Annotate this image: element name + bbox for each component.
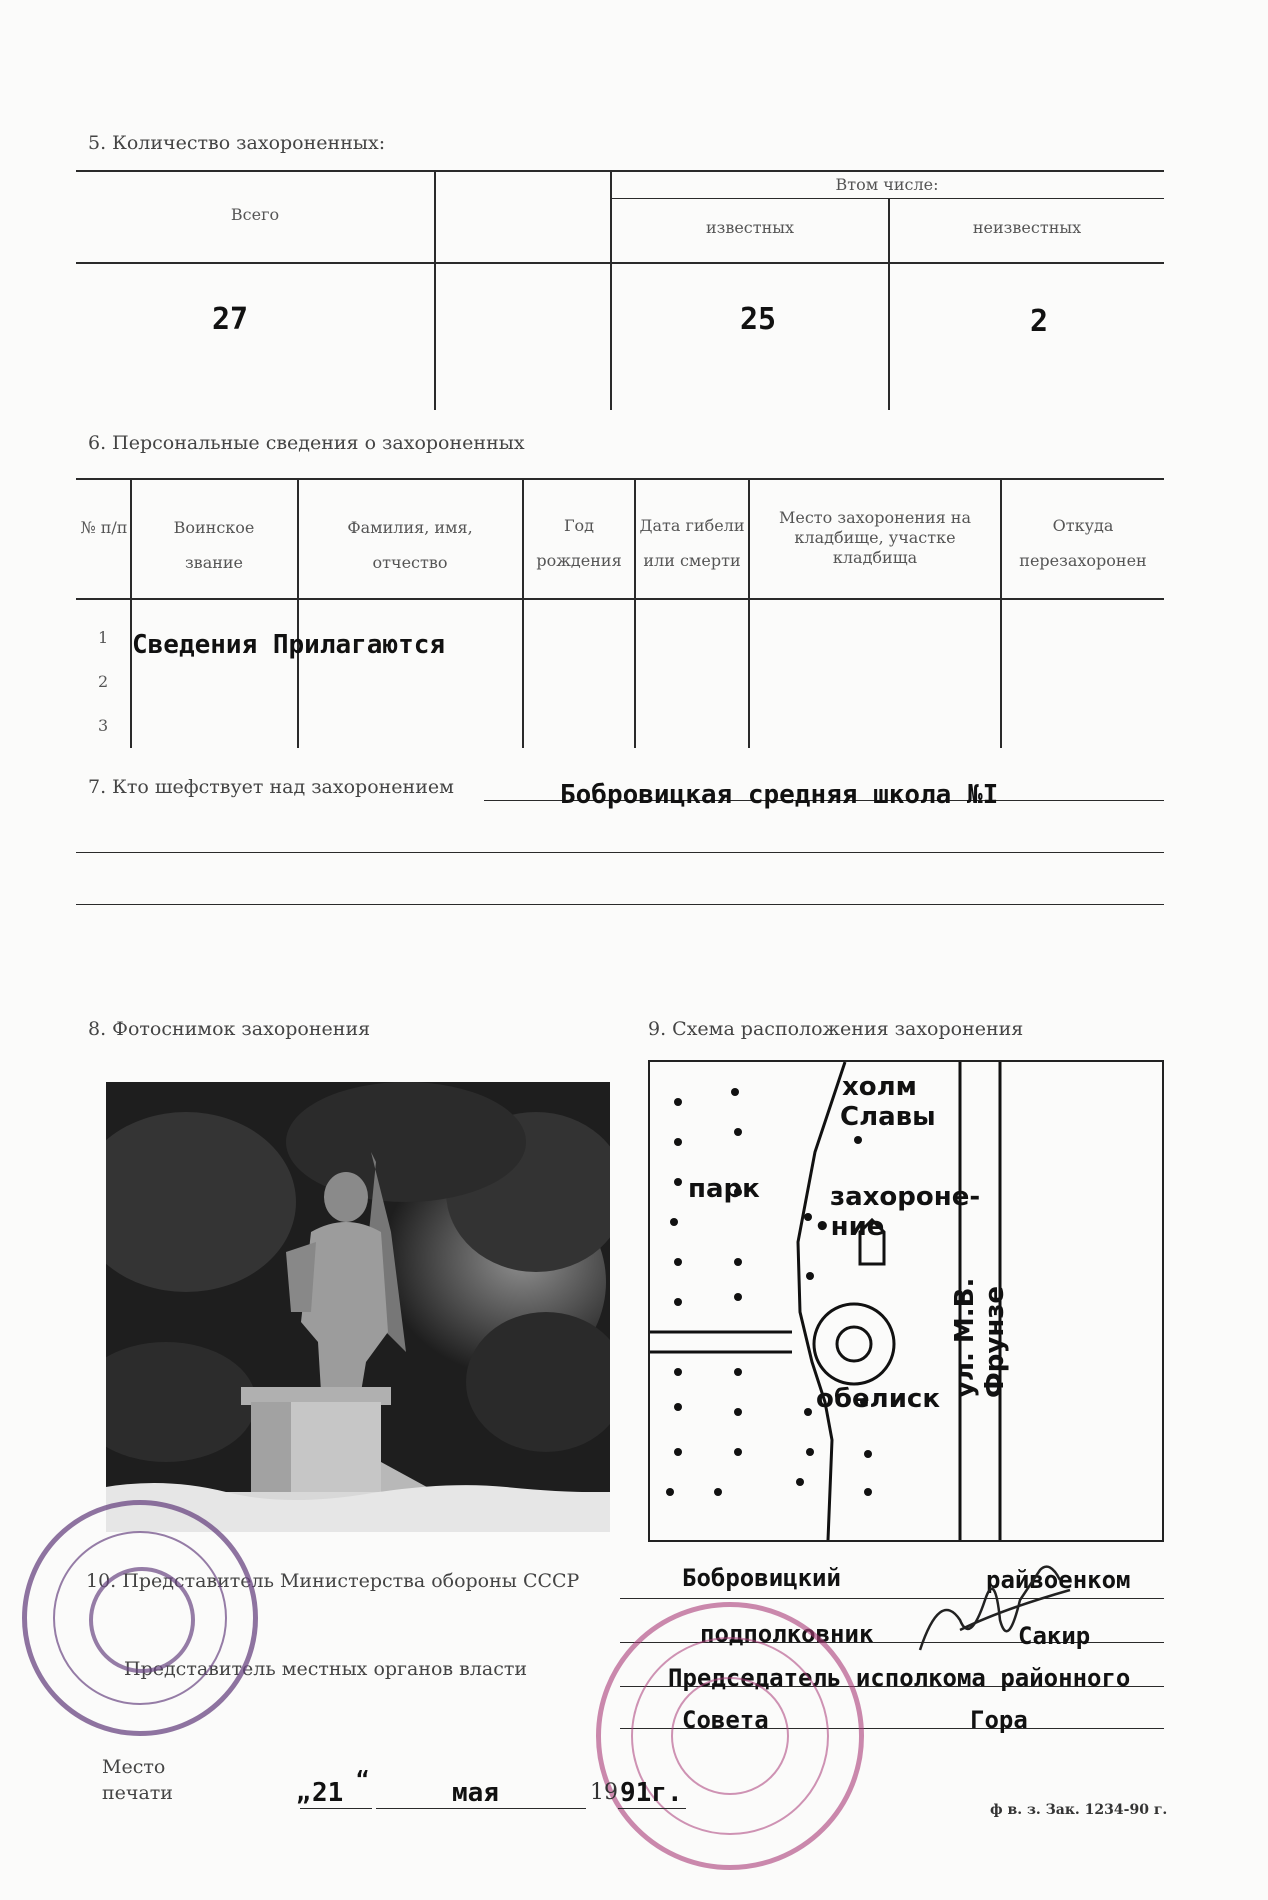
s6-col-rank: Воинское звание xyxy=(173,518,255,573)
s6-typed-note: Сведения Прилагаются xyxy=(132,630,446,660)
scheme-label-park: парк xyxy=(688,1174,760,1204)
section7-label: 7. Кто шефствует над захоронением xyxy=(88,776,454,798)
s6-col-f xyxy=(1000,478,1002,748)
date-day-line xyxy=(300,1808,372,1809)
s6-col-c xyxy=(522,478,524,748)
s7-patron-value: Бобровицкая средняя школа №I xyxy=(560,780,999,810)
date-month-line xyxy=(376,1808,586,1809)
s5-header-bottom xyxy=(76,262,1164,264)
s6-col-from: Откуда перезахоронен xyxy=(1019,516,1147,571)
s5-known-value: 25 xyxy=(740,302,777,337)
section5-title: 5. Количество захороненных: xyxy=(88,132,386,154)
date-close-quote: “ xyxy=(356,1768,370,1793)
council-stamp xyxy=(596,1602,864,1870)
s6-col-a xyxy=(130,478,132,748)
s6-col-d xyxy=(634,478,636,748)
s6-col-death: Дата гибели или смерти xyxy=(639,516,745,571)
scheme-label-burial-2: •ние xyxy=(814,1212,885,1242)
s5-unknown-value: 2 xyxy=(1030,304,1049,339)
s5-sub-line xyxy=(610,198,1164,199)
s6-row-1: 1 xyxy=(98,628,109,647)
s5-header-known: известных xyxy=(705,218,795,237)
s7-line-2 xyxy=(76,852,1164,853)
burial-photo xyxy=(106,1082,610,1532)
scheme-label-hill-2: Славы xyxy=(840,1102,936,1132)
s5-header-unknown: неизвестных xyxy=(972,218,1082,237)
scheme-label-obelisk: обелиск xyxy=(816,1384,940,1414)
stamp-place-2: печати xyxy=(102,1782,173,1804)
s10-mo-line2-b: Сакир xyxy=(1018,1622,1091,1650)
s6-col-place: Место захоронения на кладбище, участке кладбища xyxy=(778,508,972,567)
section9-title: 9. Схема расположения захоронения xyxy=(648,1018,1024,1040)
print-code: ф в. з. Зак. 1234-90 г. xyxy=(990,1802,1168,1818)
s10-mo-line1-b: райвоенком xyxy=(986,1566,1131,1594)
date-year-suffix: 91г. xyxy=(620,1778,683,1808)
s6-col-b xyxy=(297,478,299,748)
s6-col-num: № п/п xyxy=(80,518,128,537)
date-day: 21 xyxy=(312,1778,344,1808)
monument-photo-image xyxy=(106,1082,610,1532)
scheme-label-hill-1: холм xyxy=(842,1072,917,1102)
s10-mo-line2-a: подполковник xyxy=(700,1620,874,1648)
scheme-label-street: ул. М.В. Фрунзе xyxy=(950,1277,1010,1398)
s6-col-name: Фамилия, имя, отчество xyxy=(347,518,473,573)
date-year-prefix: 19 xyxy=(590,1780,618,1805)
section10-mo-label: 10. Представитель Министерства обороны СССР xyxy=(86,1570,580,1592)
date-open-quote: „ xyxy=(296,1778,311,1806)
s6-row-3: 3 xyxy=(98,716,109,735)
date-month: мая xyxy=(452,1778,499,1808)
s5-top-line xyxy=(76,170,1164,172)
s10-local-line2-a: Совета xyxy=(682,1706,769,1734)
section6-title: 6. Персональные сведения о захороненных xyxy=(88,432,525,454)
s5-total-value: 27 xyxy=(212,302,249,337)
section8-title: 8. Фотоснимок захоронения xyxy=(88,1018,371,1040)
stamp-place-1: Место xyxy=(102,1756,166,1778)
scheme-label-burial-1: захороне- xyxy=(830,1182,981,1212)
signature xyxy=(900,1550,1090,1670)
s5-col1 xyxy=(434,170,436,410)
scheme-drawing xyxy=(650,1062,1162,1540)
s5-header-total: Всего xyxy=(230,205,280,224)
s6-row-2: 2 xyxy=(98,672,109,691)
s10-local-line1: Председатель исполкома районного xyxy=(668,1664,1131,1692)
military-stamp xyxy=(22,1500,258,1736)
location-scheme xyxy=(648,1060,1164,1542)
s5-header-including: Втом числе: xyxy=(835,175,939,194)
s5-col2 xyxy=(610,170,612,410)
section10-local-label: Представитель местных органов власти xyxy=(124,1658,528,1680)
s7-line-3 xyxy=(76,904,1164,905)
s6-col-birth: Год рождения xyxy=(536,516,622,571)
date-year-line xyxy=(618,1808,686,1809)
s10-local-line2-b: Гора xyxy=(970,1706,1028,1734)
s10-mo-line1-a: Бобровицкий xyxy=(682,1564,841,1592)
s6-col-e xyxy=(748,478,750,748)
